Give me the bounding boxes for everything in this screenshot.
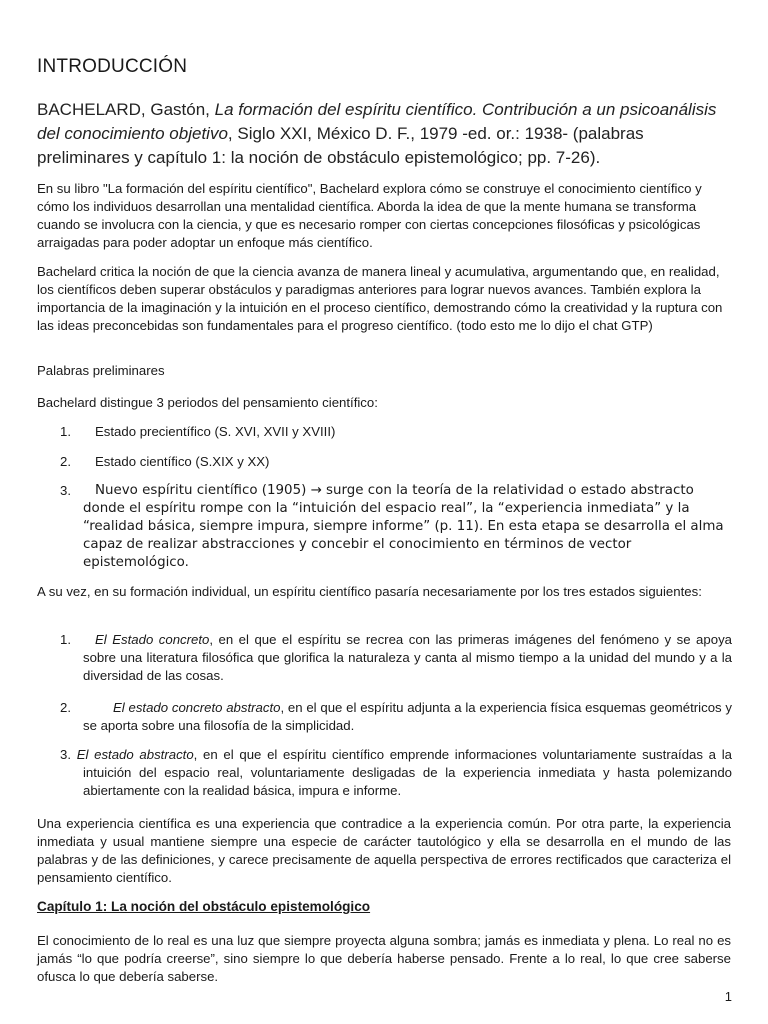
chapter-heading: Capítulo 1: La noción del obstáculo epistemológico bbox=[37, 899, 371, 914]
list-item-estado-3 bbox=[60, 746, 732, 800]
paragraph-estados-intro: A su vez, en su formación individual, un espíritu científico pasaría necesariamente por los tres estados siguientes: bbox=[37, 584, 702, 599]
paragraph-intro-1: En su libro "La formación del espíritu científico", Bachelard explora cómo se construye el conocimiento científico y cómo los individuos desarrollan una mentalidad científica. Aborda la idea de que la mente humana se transforma cuando se involucra con la ciencia, y que es necesario romper con ciertas concepciones filosóficas y psicológicas arraigadas para poder adoptar un enfoque más científico. bbox=[37, 181, 702, 250]
estado-name: El Estado concreto bbox=[95, 632, 210, 647]
estado-text: , en el que el espíritu científico emprende informaciones voluntariamente sustraídas a la intuición del espacio real, voluntariamente desligadas de la experiencia inmediata y hasta polemizando abiertamente con la realidad básica, impura e informe. bbox=[83, 747, 732, 798]
page-title: INTRODUCCIÓN bbox=[37, 56, 188, 77]
estado-name: El estado abstracto bbox=[76, 747, 194, 762]
list-item-estado-1 bbox=[60, 631, 732, 685]
reference-publication: , Siglo XXI, México D. F., 1979 -ed. or.: 1938- (palabras preliminares y capítulo 1: la noción de obstáculo epistemológico; pp. 7-26). bbox=[37, 124, 644, 167]
list-item-periodo-3 bbox=[60, 482, 732, 572]
estado-text: , en el que el espíritu se recrea con las primeras imágenes del fenómeno y se apoya sobre una literatura filosófica que glorifica la naturaleza y canta al mismo tiempo a la unidad del mundo y a la diversidad de las cosas. bbox=[83, 632, 732, 683]
paragraph-conocimiento: El conocimiento de lo real es una luz que siempre proyecta alguna sombra; jamás es inmediata y plena. Lo real no es jamás “lo que podría creerse”, sino siempre lo que debería haberse pensado. Frente a lo real, lo que cree saberse ofusca lo que debería saberse. bbox=[37, 933, 731, 984]
paragraph-intro-2: Bachelard critica la noción de que la ciencia avanza de manera lineal y acumulativa, argumentando que, en realidad, los científicos deben superar obstáculos y paradigmas anteriores para lograr nuevos avances. También explora la importancia de la imaginación y la intuición en el proceso científico, demostrando cómo la creatividad y la ruptura con las ideas preconcebidas son fundamentales para el progreso científico. (todo esto me lo dijo el chat GTP) bbox=[37, 264, 723, 333]
list-item-periodo-2 bbox=[60, 453, 732, 471]
list-item-periodo-1 bbox=[60, 423, 732, 441]
paragraph-experiencia: Una experiencia científica es una experiencia que contradice a la experiencia común. Por otra parte, la experiencia inmediata y usual mantiene siempre una especie de carácter tautológico y ella se desarrolla en el mundo de las palabras y de las definiciones, y carece precisamente de aquella perspectiva de errores rectificados que caracteriza el pensamiento científico. bbox=[37, 816, 731, 885]
bibliographic-reference bbox=[37, 98, 737, 170]
list-number: 2. bbox=[60, 700, 71, 715]
list-number: 3. bbox=[60, 747, 71, 762]
paragraph-palabras-preliminares: Palabras preliminares bbox=[37, 363, 165, 378]
estado-name: El estado concreto abstracto bbox=[113, 700, 281, 715]
list-number: 1. bbox=[60, 632, 71, 647]
list-text: Nuevo espíritu científico (1905) → surge con la teoría de la relatividad o estado abstracto donde el espíritu rompe con la “intuición del espacio real”, la “experiencia inmediata” y la “realidad básica, siempre impura, siempre informe” (p. 11). En esta etapa se desarrolla el alma capaz de realizar abstracciones y concebir el conocimiento en términos de vector epistemológico. bbox=[83, 483, 724, 570]
list-text: Estado precientífico (S. XVI, XVII y XVIII) bbox=[95, 424, 336, 439]
estado-text: , en el que el espíritu adjunta a la experiencia física esquemas geométricos y se aporta sobre una filosofía de la simplicidad. bbox=[83, 700, 732, 733]
list-number: 1. bbox=[60, 424, 71, 439]
reference-book-title: La formación del espíritu científico. Contribución a un psicoanálisis del conocimiento objetivo bbox=[37, 100, 717, 143]
page-number: 1 bbox=[724, 989, 732, 1004]
list-text: Estado científico (S.XIX y XX) bbox=[95, 454, 270, 469]
list-number: 3. bbox=[60, 483, 71, 498]
paragraph-periodos-intro: Bachelard distingue 3 periodos del pensamiento científico: bbox=[37, 395, 378, 410]
reference-author: BACHELARD, Gastón, bbox=[37, 100, 215, 119]
list-number: 2. bbox=[60, 454, 71, 469]
list-item-estado-2 bbox=[60, 699, 732, 735]
